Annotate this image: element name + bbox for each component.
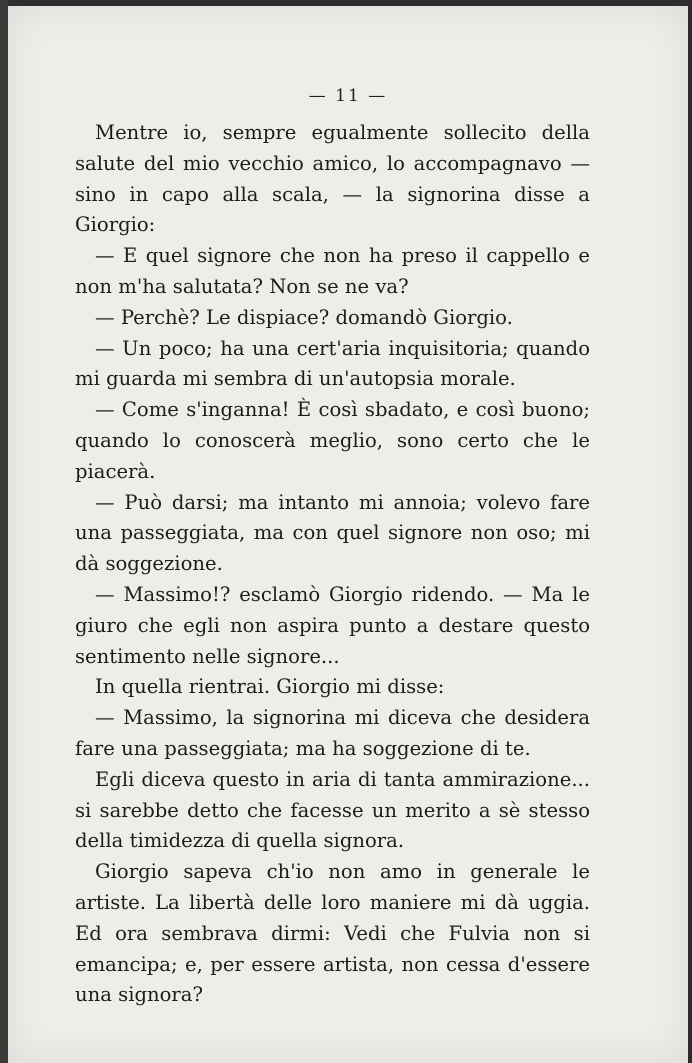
paragraph: Egli diceva questo in aria di tanta ammirazione... si sarebbe detto che facesse un merito a sè stesso della timidezza di quella signora. — [75, 767, 590, 853]
scan-border-left — [0, 0, 8, 1063]
paragraph: — Un poco; ha una cert'aria inquisitoria; quando mi guarda mi sembra di un'autopsia morale. — [75, 336, 590, 391]
paragraph: — Può darsi; ma intanto mi annoia; volevo fare una passeggiata, ma con quel signore non oso; mi dà soggezione. — [75, 490, 590, 576]
paragraph: — Massimo, la signorina mi diceva che desidera fare una passeggiata; ma ha soggezione di te. — [75, 706, 590, 760]
paragraph: — E quel signore che non ha preso il cappello e non m'ha salutata? Non se ne va? — [75, 244, 590, 298]
page-number: — 11 — — [308, 86, 388, 106]
paragraph: — Massimo!? esclamò Giorgio ridendo. — Ma le giuro che egli non aspira punto a destare questo sentimento nelle signore... — [75, 582, 590, 668]
paragraph: — Perchè? Le dispiace? domandò Giorgio. — [95, 305, 513, 329]
paragraph: — Come s'inganna! È così sbadato, e così buono; quando lo conoscerà meglio, sono certo che le piacerà. — [75, 398, 590, 483]
book-page — [8, 6, 688, 1063]
body-text — [75, 118, 590, 1011]
paragraph: In quella rientrai. Giorgio mi disse: — [95, 675, 445, 699]
paragraph: Giorgio sapeva ch'io non amo in generale le artiste. La libertà delle loro maniere mi dà uggia. Ed ora sembrava dirmi: Vedi che Fulvia non si emancipa; e, per essere artista, non cessa d'essere una signora? — [75, 860, 590, 1007]
paragraph: Mentre io, sempre egualmente sollecito della salute del mio vecchio amico, lo accompagnavo — sino in capo alla scala, — la signorina disse a Giorgio: — [75, 121, 590, 237]
